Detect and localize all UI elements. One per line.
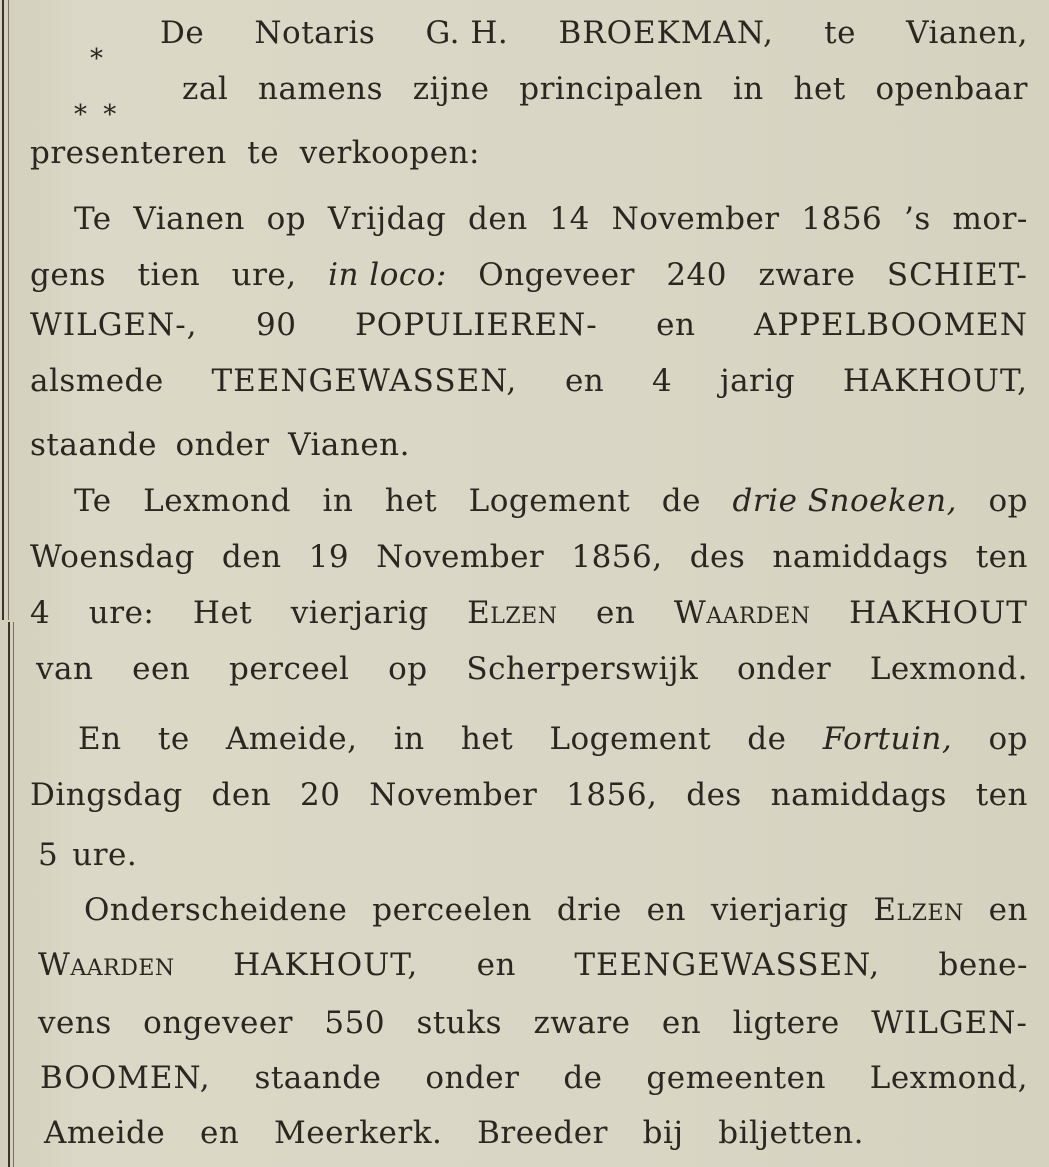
word: 5 [38,837,59,873]
word: den [221,539,282,575]
word: het [384,483,438,519]
word: BOOMEN, [40,1060,211,1096]
word: Logement [549,721,712,757]
word: Het [192,595,253,631]
word: en [656,307,696,343]
word: en [596,595,636,631]
word: HAKHOUT, [233,947,419,983]
word: een [132,651,191,687]
word: perceel [228,651,350,687]
word: den [211,777,272,813]
word: drie Snoeken, [732,483,957,519]
word: bene- [938,947,1028,983]
word: HAKHOUT, [842,363,1028,399]
word: de [563,1060,603,1096]
word: Elzen [873,892,964,928]
word: ongeveer [143,1005,293,1041]
word: gemeenten [646,1060,826,1096]
word: November [611,201,780,237]
column-rule [2,0,4,620]
word: 19 [308,539,350,575]
word: in [393,721,425,757]
word: Te [74,201,112,237]
column-rule [8,0,9,620]
text-line [74,194,1028,244]
word: vierjarig [290,595,429,631]
word: POPULIEREN- [354,307,598,343]
column-rule [8,622,10,1167]
word: den [468,201,528,237]
word: APPELBOOMEN [753,307,1028,343]
text-line [30,588,1028,638]
word: op [266,201,307,237]
word: biljetten. [718,1115,864,1151]
word: Fortuin, [822,721,953,757]
word: SCHIET- [886,257,1028,293]
word: ten [975,539,1028,575]
word: presenteren [30,135,227,171]
word: zware [533,1005,631,1041]
word: TEENGEWASSEN, [211,363,518,399]
word: November [376,539,545,575]
word: Waarden [38,947,175,983]
word: Logement [468,483,631,519]
word: Breeder [477,1115,608,1151]
word: vierjarig [710,892,849,928]
word: Vrijdag [327,201,447,237]
word: het [460,721,514,757]
word: tien [137,257,201,293]
word: verkoopen: [299,135,480,171]
word: alsmede [30,363,164,399]
word: De [160,15,205,51]
word: van [36,651,94,687]
word: zal [182,71,229,107]
word: Waarden [673,595,811,631]
text-line [38,998,1028,1048]
text-line [84,885,1028,935]
column-rule [13,622,14,1167]
word: 1856 [801,201,883,237]
word: 14 [549,201,590,237]
text-line [182,64,1028,114]
word: op [988,483,1028,519]
word: ure: [88,595,155,631]
word: BROEKMAN, [558,15,774,51]
word: 1856, [566,777,658,813]
word: in [322,483,354,519]
text-line [30,770,1028,820]
word: WILGEN- [871,1005,1028,1041]
word: te [247,135,280,171]
word: jarig [719,363,796,399]
word: November [369,777,538,813]
word: Lexmond. [869,651,1028,687]
word: 20 [299,777,341,813]
text-line [40,1053,1028,1103]
text-line [30,420,410,470]
word: gens [30,257,107,293]
text-line [38,830,138,880]
word: Lexmond [143,483,291,519]
word: staande [30,427,157,463]
word: ure, [231,257,297,293]
word: ten [975,777,1028,813]
word: en [476,947,516,983]
word: Elzen [467,595,558,631]
word: en [646,892,686,928]
word: principalen [519,71,704,107]
word: stuks [416,1005,503,1041]
word: namiddags [770,777,947,813]
word: 4 [30,595,51,631]
word: Ameide [44,1115,166,1151]
word: onder [737,651,832,687]
text-line [160,8,1028,58]
word: het [793,71,846,107]
word: perceelen [372,892,533,928]
word: vens [38,1005,112,1041]
word: bij [642,1115,684,1151]
word: Te [74,483,112,519]
word: Dingsdag [30,777,183,813]
asterism-bottom: * * [74,100,121,130]
word: te [157,721,190,757]
text-line [30,356,1028,406]
word: en [988,892,1028,928]
word: drie [556,892,622,928]
word: ure. [72,837,138,873]
word: en [564,363,605,399]
text-line [30,300,1028,350]
word: 1856, [571,539,663,575]
word: namens [257,71,384,107]
word: onder [425,1060,520,1096]
word: staande [254,1060,382,1096]
text-line [30,250,1028,300]
word: Ongeveer [478,257,635,293]
word: de [661,483,701,519]
word: Ameide, [225,721,358,757]
text-line [78,714,1028,764]
asterism-top: * [90,44,103,74]
word: TEENGEWASSEN, [574,947,881,983]
word: in [732,71,764,107]
word: HAKHOUT [849,595,1028,631]
word: ligtere [732,1005,840,1041]
word: 4 [651,363,673,399]
text-line [30,128,480,178]
text-line [30,532,1028,582]
word: WILGEN-, [30,307,198,343]
text-line [36,644,1028,694]
word: te [824,15,856,51]
word: En [78,721,122,757]
word: Onderscheidene [84,892,348,928]
word: des [689,539,746,575]
word: de [747,721,787,757]
text-line [38,940,1028,990]
word: op [388,651,428,687]
text-line [74,476,1028,526]
word: ’s [904,201,931,237]
word: 550 [324,1005,386,1041]
text-line [44,1108,864,1158]
word: in loco: [328,257,447,293]
word: 90 [256,307,297,343]
word: Woensdag [30,539,195,575]
word: G. H. [425,15,509,51]
word: Vianen. [288,427,410,463]
word: 240 [666,257,727,293]
word: Vianen [133,201,245,237]
word: des [686,777,742,813]
word: Meerkerk. [274,1115,443,1151]
word: zijne [412,71,490,107]
word: Lexmond, [869,1060,1028,1096]
word: mor- [952,201,1028,237]
word: onder [175,427,270,463]
word: Vianen, [906,15,1028,51]
word: Scherperswijk [466,651,699,687]
word: en [199,1115,240,1151]
word: namiddags [772,539,949,575]
word: Notaris [254,15,376,51]
word: op [988,721,1028,757]
word: en [661,1005,702,1041]
word: zware [758,257,856,293]
word: openbaar [875,71,1028,107]
